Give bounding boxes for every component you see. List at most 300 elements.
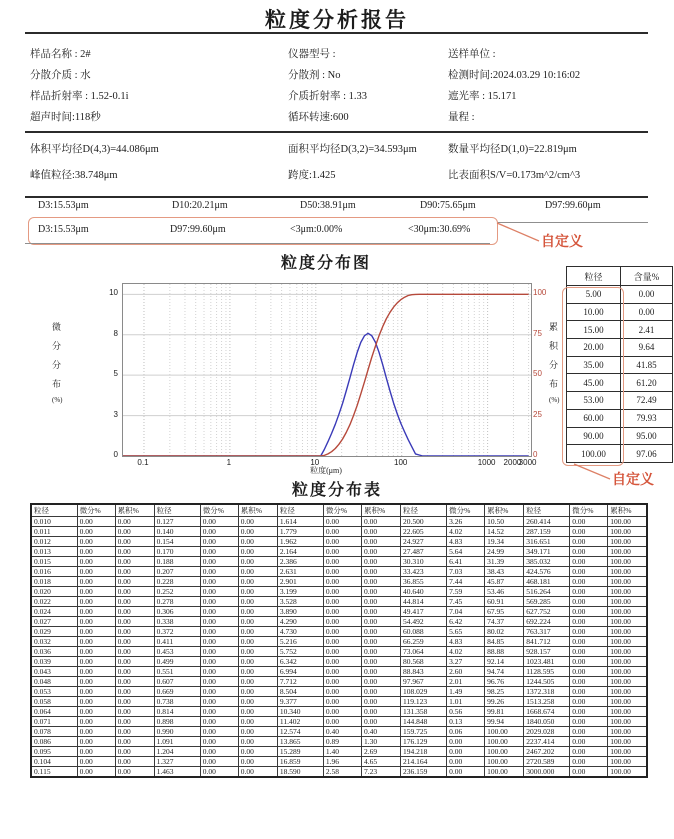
dist-table-header-cell: 微分% [570,504,608,517]
dist-table-cell: 0.06 [447,727,485,737]
axis-label-char: (%) [52,396,63,404]
dist-table-cell: 2029.028 [524,727,570,737]
dist-table-cell: 12.574 [277,727,323,737]
summary-cell: 比表面积S/V=0.173m^2/cm^3 [448,170,581,181]
dist-table-cell: 0.00 [238,737,277,747]
dist-table-cell: 627.752 [524,607,570,617]
dist-table-cell: 0.00 [77,697,115,707]
dist-table-cell: 49.417 [401,607,447,617]
d-row-rule-right [498,222,648,223]
dist-table-cell: 0.095 [31,747,77,757]
dist-table-cell: 0.00 [200,697,238,707]
dist-table-cell: 0.00 [238,557,277,567]
table-row [31,607,647,617]
dist-table-header-cell: 微分% [77,504,115,517]
dist-table-cell: 0.814 [154,707,200,717]
dist-table-cell: 0.140 [154,527,200,537]
d-value: D50:38.91μm [300,200,356,211]
dist-table-cell: 287.159 [524,527,570,537]
dist-table-cell: 0.022 [31,597,77,607]
chart-title: 粒度分布图 [280,255,371,272]
dist-table-cell: 15.289 [277,747,323,757]
dist-table-cell: 0.00 [115,677,154,687]
x-tick-label: 10 [310,458,320,467]
dist-table-cell: 0.115 [31,767,77,778]
dist-table-cell: 0.00 [115,707,154,717]
dist-table-cell: 0.00 [77,547,115,557]
dist-table-cell: 1.96 [323,757,361,767]
dist-table-cell: 0.00 [115,537,154,547]
d-value: D10:20.21μm [172,200,228,211]
dist-table-cell: 100.00 [608,677,647,687]
dist-table-cell: 119.123 [401,697,447,707]
dist-table-cell: 22.605 [401,527,447,537]
dist-table-cell: 60.91 [485,597,524,607]
dist-table-cell: 0.00 [238,527,277,537]
dist-table-cell: 6.41 [447,557,485,567]
dist-table-cell: 0.00 [200,617,238,627]
dist-table-header-cell: 累积% [115,504,154,517]
dist-table-cell: 0.00 [77,627,115,637]
dist-table-cell: 0.00 [238,667,277,677]
dist-table-cell: 3000.000 [524,767,570,778]
dist-table-cell: 6.342 [277,657,323,667]
dist-table-cell: 0.00 [238,547,277,557]
y-tick-label-left: 3 [113,409,118,419]
dist-table-cell: 763.317 [524,627,570,637]
dist-table-cell: 2.69 [361,747,400,757]
dist-table-cell: 100.00 [608,627,647,637]
x-tick-label: 2000 [503,458,522,467]
dist-table-cell: 0.00 [200,547,238,557]
dist-table-cell: 0.039 [31,657,77,667]
dist-table-cell: 5.752 [277,647,323,657]
dist-table-cell: 349.171 [524,547,570,557]
dist-table-cell: 0.00 [570,577,608,587]
dist-table-cell: 0.00 [570,527,608,537]
dist-table-cell: 2.164 [277,547,323,557]
dist-table-cell: 100.00 [608,727,647,737]
dist-table-cell: 16.859 [277,757,323,767]
dist-table-cell: 0.00 [238,517,277,527]
axis-label-char: 累 [549,322,559,332]
side-table-header-size: 粒径 [567,267,621,286]
dist-table-cell: 3.27 [447,657,485,667]
dist-table-cell: 7.712 [277,677,323,687]
dist-table-cell: 54.492 [401,617,447,627]
dist-table-cell: 0.00 [238,597,277,607]
dist-table-cell: 0.00 [115,527,154,537]
info-cell: 仪器型号 : [288,49,336,60]
dist-table-cell: 0.00 [200,747,238,757]
dist-table-cell: 0.00 [570,587,608,597]
dist-table-cell: 0.338 [154,617,200,627]
dist-table-cell: 0.00 [115,757,154,767]
dist-table-cell: 0.00 [77,607,115,617]
dist-table-cell: 73.064 [401,647,447,657]
dist-table-cell: 27.487 [401,547,447,557]
side-content-cell: 61.20 [621,374,673,392]
table-row [31,757,647,767]
dist-table-cell: 10.50 [485,517,524,527]
dist-table-cell: 97.967 [401,677,447,687]
dist-table-cell: 0.00 [238,657,277,667]
dist-table-cell: 0.032 [31,637,77,647]
axis-label-char: 积 [549,341,559,351]
dist-table-cell: 0.00 [77,757,115,767]
info-cell: 送样单位 : [448,49,496,60]
dist-table-cell: 0.00 [361,547,400,557]
dist-table-cell: 0.00 [570,747,608,757]
dist-table-cell: 0.020 [31,587,77,597]
table-row [31,577,647,587]
dist-table-cell: 44.814 [401,597,447,607]
dist-table-cell: 6.42 [447,617,485,627]
dist-table-cell: 159.725 [401,727,447,737]
dist-table-cell: 144.848 [401,717,447,727]
dist-table-cell: 0.13 [447,717,485,727]
dist-table-cell: 0.00 [77,537,115,547]
dist-table-cell: 1.962 [277,537,323,547]
dist-table-cell: 0.00 [200,727,238,737]
dist-table-cell: 0.00 [115,647,154,657]
dist-table-cell: 0.00 [570,727,608,737]
dist-table-cell: 4.02 [447,527,485,537]
table-row [31,597,647,607]
dist-table-cell: 0.00 [77,577,115,587]
axis-label-char: 微 [52,322,62,332]
dist-table-cell: 0.207 [154,567,200,577]
dist-table-cell: 92.14 [485,657,524,667]
dist-table-cell: 0.00 [200,527,238,537]
dist-table-header-cell: 粒径 [401,504,447,517]
dist-table-cell: 0.00 [200,597,238,607]
dist-table-cell: 100.00 [608,697,647,707]
axis-label-char: 分 [549,360,559,370]
dist-table-cell: 100.00 [608,667,647,677]
dist-table-cell: 0.00 [238,727,277,737]
side-content-cell: 97.06 [621,445,673,463]
dist-table-header-cell: 微分% [323,504,361,517]
dist-table-cell: 0.00 [570,707,608,717]
side-size-cell: 15.00 [567,321,621,339]
dist-table-cell: 0.00 [323,647,361,657]
side-content-cell: 9.64 [621,339,673,357]
dist-table-cell: 0.00 [238,537,277,547]
dist-table-cell: 4.83 [447,637,485,647]
dist-table-cell: 316.651 [524,537,570,547]
dist-table-cell: 0.499 [154,657,200,667]
dist-table-cell: 36.855 [401,577,447,587]
side-size-cell: 53.00 [567,392,621,410]
dist-table-cell: 1.091 [154,737,200,747]
page-title: 粒度分析报告 [265,9,409,32]
dist-table-cell: 0.00 [323,547,361,557]
dist-table-cell: 100.00 [485,727,524,737]
dist-table-cell: 0.00 [77,667,115,677]
side-size-cell: 90.00 [567,427,621,445]
dist-table-cell: 0.013 [31,547,77,557]
dist-table-cell: 30.310 [401,557,447,567]
dist-table-cell: 74.37 [485,617,524,627]
dist-table-cell: 94.74 [485,667,524,677]
dist-table-cell: 0.252 [154,587,200,597]
dist-table-cell: 0.00 [323,577,361,587]
dist-table-cell: 385.032 [524,557,570,567]
dist-table-cell: 3.528 [277,597,323,607]
x-axis-label: 粒度(μm) [310,466,342,475]
dist-table-cell: 66.259 [401,637,447,647]
side-size-cell: 60.00 [567,409,621,427]
table-row [31,667,647,677]
dist-table-cell: 1.204 [154,747,200,757]
dist-table-cell: 0.00 [323,607,361,617]
dist-table-cell: 2720.589 [524,757,570,767]
summary-cell: 数量平均径D(1,0)=22.819μm [448,144,577,155]
dist-table-cell: 0.00 [361,717,400,727]
dist-table-cell: 0.00 [200,657,238,667]
dist-table-cell: 0.00 [238,587,277,597]
dist-table-cell: 0.00 [200,677,238,687]
dist-table-cell: 60.088 [401,627,447,637]
dist-table-cell: 0.00 [115,597,154,607]
dist-table-cell: 1372.318 [524,687,570,697]
dist-table-cell: 0.00 [77,767,115,778]
dist-table-cell: 0.56 [447,707,485,717]
dist-table-cell: 0.00 [200,627,238,637]
dist-table-title: 粒度分布表 [291,482,382,499]
y-tick-label-left: 5 [113,369,118,379]
dist-table-cell: 5.65 [447,627,485,637]
custom-value: D3:15.53μm [38,224,89,235]
dist-table-cell: 4.83 [447,537,485,547]
dist-table-cell: 0.00 [115,667,154,677]
summary-rule [25,196,648,198]
dist-table-cell: 0.154 [154,537,200,547]
d-value: D3:15.53μm [38,200,89,211]
dist-table-cell: 0.00 [361,587,400,597]
custom-value: <3μm:0.00% [290,224,343,235]
dist-table-cell: 0.00 [323,557,361,567]
dist-table-cell: 13.865 [277,737,323,747]
dist-table-cell: 0.00 [447,747,485,757]
dist-table-cell: 0.00 [361,687,400,697]
dist-table-cell: 20.500 [401,517,447,527]
dist-table-cell: 1840.050 [524,717,570,727]
info-cell: 循环转速:600 [288,112,349,123]
dist-table-cell: 1.30 [361,737,400,747]
dist-table-cell: 1.40 [323,747,361,757]
dist-table-header-cell: 粒径 [524,504,570,517]
dist-table-cell: 0.00 [570,717,608,727]
dist-table-cell: 0.00 [115,557,154,567]
dist-table-cell: 3.26 [447,517,485,527]
x-tick-label: 0.1 [137,458,149,467]
table-row [31,527,647,537]
custom-annotation-label: 自定义 [541,233,583,249]
dist-table-cell: 67.95 [485,607,524,617]
dist-table-cell: 0.00 [115,517,154,527]
side-table-custom-box [562,287,624,466]
table-row [31,637,647,647]
dist-table-cell: 0.00 [570,677,608,687]
dist-table-cell: 7.44 [447,577,485,587]
dist-table-cell: 0.00 [238,607,277,617]
dist-table-cell: 0.00 [77,747,115,757]
dist-table-cell: 0.00 [323,697,361,707]
dist-table-cell: 0.00 [238,577,277,587]
dist-table-cell: 1.614 [277,517,323,527]
dist-table-cell: 2237.414 [524,737,570,747]
dist-table-cell: 0.00 [570,767,608,778]
dist-table-cell: 0.00 [200,607,238,617]
info-cell: 检测时间:2024.03.29 10:16:02 [448,70,581,81]
dist-table-cell: 0.00 [200,767,238,778]
dist-table-cell: 0.00 [323,627,361,637]
dist-table-cell: 100.00 [608,637,647,647]
table-header-row [31,504,647,517]
dist-table-cell: 0.00 [77,587,115,597]
axis-label-char: 布 [549,379,559,389]
dist-table-cell: 100.00 [608,617,647,627]
axis-label-char: (%) [549,396,560,404]
dist-table-cell: 100.00 [608,657,647,667]
dist-table-cell: 0.00 [77,557,115,567]
table-row [31,727,647,737]
d-value: D90:75.65μm [420,200,476,211]
dist-table-cell: 24.927 [401,537,447,547]
y-tick-label-right: 25 [533,409,542,419]
dist-table-cell: 0.010 [31,517,77,527]
dist-table-cell: 0.00 [447,767,485,778]
side-content-cell: 79.93 [621,409,673,427]
dist-table-cell: 841.712 [524,637,570,647]
table-row [31,737,647,747]
dist-table-cell: 0.00 [323,637,361,647]
dist-table-cell: 0.00 [323,717,361,727]
dist-table-header-cell: 累积% [485,504,524,517]
dist-table-cell: 0.738 [154,697,200,707]
dist-table-cell: 5.64 [447,547,485,557]
dist-table-cell: 0.00 [570,647,608,657]
info-cell: 量程 : [448,112,475,123]
side-custom-annotation-label: 自定义 [612,471,654,487]
dist-table-cell: 100.00 [485,737,524,747]
info-cell: 样品折射率 : 1.52-0.1i [30,91,129,102]
summary-cell: 跨度:1.425 [288,170,336,181]
info-cell: 分散剂 : No [288,70,341,81]
dist-table-cell: 100.00 [608,517,647,527]
dist-table-cell: 0.00 [77,707,115,717]
dist-table-cell: 0.00 [361,657,400,667]
dist-table-cell: 0.990 [154,727,200,737]
side-size-cell: 5.00 [567,286,621,304]
custom-value: D97:99.60μm [170,224,226,235]
dist-table-cell: 0.00 [570,557,608,567]
dist-table-cell: 100.00 [608,687,647,697]
dist-table-cell: 516.264 [524,587,570,597]
dist-table-cell: 1.463 [154,767,200,778]
dist-table-cell: 0.00 [323,617,361,627]
dist-table-cell: 0.170 [154,547,200,557]
dist-table-cell: 0.00 [115,627,154,637]
dist-table-cell: 0.89 [323,737,361,747]
info-rule [25,131,648,133]
y-tick-label-right: 75 [533,328,542,338]
dist-table-cell: 0.00 [77,517,115,527]
dist-table-cell: 1668.674 [524,707,570,717]
summary-cell: 峰值粒径:38.748μm [30,170,118,181]
dist-table-cell: 0.00 [361,637,400,647]
dist-table-cell: 0.00 [115,737,154,747]
dist-table-cell: 0.127 [154,517,200,527]
dist-table-cell: 0.00 [570,757,608,767]
dist-table-cell: 0.011 [31,527,77,537]
dist-table-cell: 0.00 [570,697,608,707]
side-size-cell: 35.00 [567,356,621,374]
series-left [123,333,529,456]
dist-table-cell: 4.02 [447,647,485,657]
table-row [31,707,647,717]
dist-table-cell: 100.00 [608,747,647,757]
side-size-cell: 10.00 [567,303,621,321]
table-row [31,517,647,527]
dist-table-cell: 100.00 [608,567,647,577]
dist-table-cell: 19.34 [485,537,524,547]
dist-table-cell: 0.306 [154,607,200,617]
dist-table-cell: 0.00 [361,617,400,627]
dist-table-cell: 0.278 [154,597,200,607]
dist-table-cell: 2.58 [323,767,361,778]
dist-table-cell: 98.25 [485,687,524,697]
dist-table-cell: 0.00 [570,737,608,747]
dist-table-cell: 0.00 [115,547,154,557]
dist-table-cell: 0.00 [323,657,361,667]
dist-table-cell: 0.00 [361,667,400,677]
dist-table-cell: 0.188 [154,557,200,567]
dist-table-cell: 100.00 [608,597,647,607]
dist-table-cell: 0.00 [323,677,361,687]
y-tick-label-right: 50 [533,369,542,379]
dist-table-cell: 0.00 [115,727,154,737]
dist-table-cell: 0.00 [238,647,277,657]
dist-table-header-cell: 累积% [608,504,647,517]
dist-table-cell: 10.340 [277,707,323,717]
y-tick-label-left: 0 [113,450,118,459]
dist-table-cell: 0.00 [115,607,154,617]
dist-table-cell: 0.40 [361,727,400,737]
dist-table-cell: 0.00 [77,737,115,747]
dist-table-cell: 38.43 [485,567,524,577]
dist-table-cell: 0.00 [361,607,400,617]
dist-table-cell: 0.00 [115,617,154,627]
dist-table-cell: 0.071 [31,717,77,727]
side-content-cell: 95.00 [621,427,673,445]
side-table-header-content: 含量% [621,267,673,286]
dist-table-cell: 0.00 [361,577,400,587]
dist-table-cell: 31.39 [485,557,524,567]
custom-value: <30μm:30.69% [408,224,471,235]
dist-table-header-cell: 微分% [447,504,485,517]
dist-table-cell: 0.00 [238,717,277,727]
dist-table-cell: 6.994 [277,667,323,677]
dist-table-cell: 0.00 [77,617,115,627]
dist-table-cell: 1.49 [447,687,485,697]
dist-table-cell: 0.00 [238,707,277,717]
dist-table-cell: 0.00 [238,627,277,637]
dist-table-cell: 0.018 [31,577,77,587]
table-row [31,567,647,577]
